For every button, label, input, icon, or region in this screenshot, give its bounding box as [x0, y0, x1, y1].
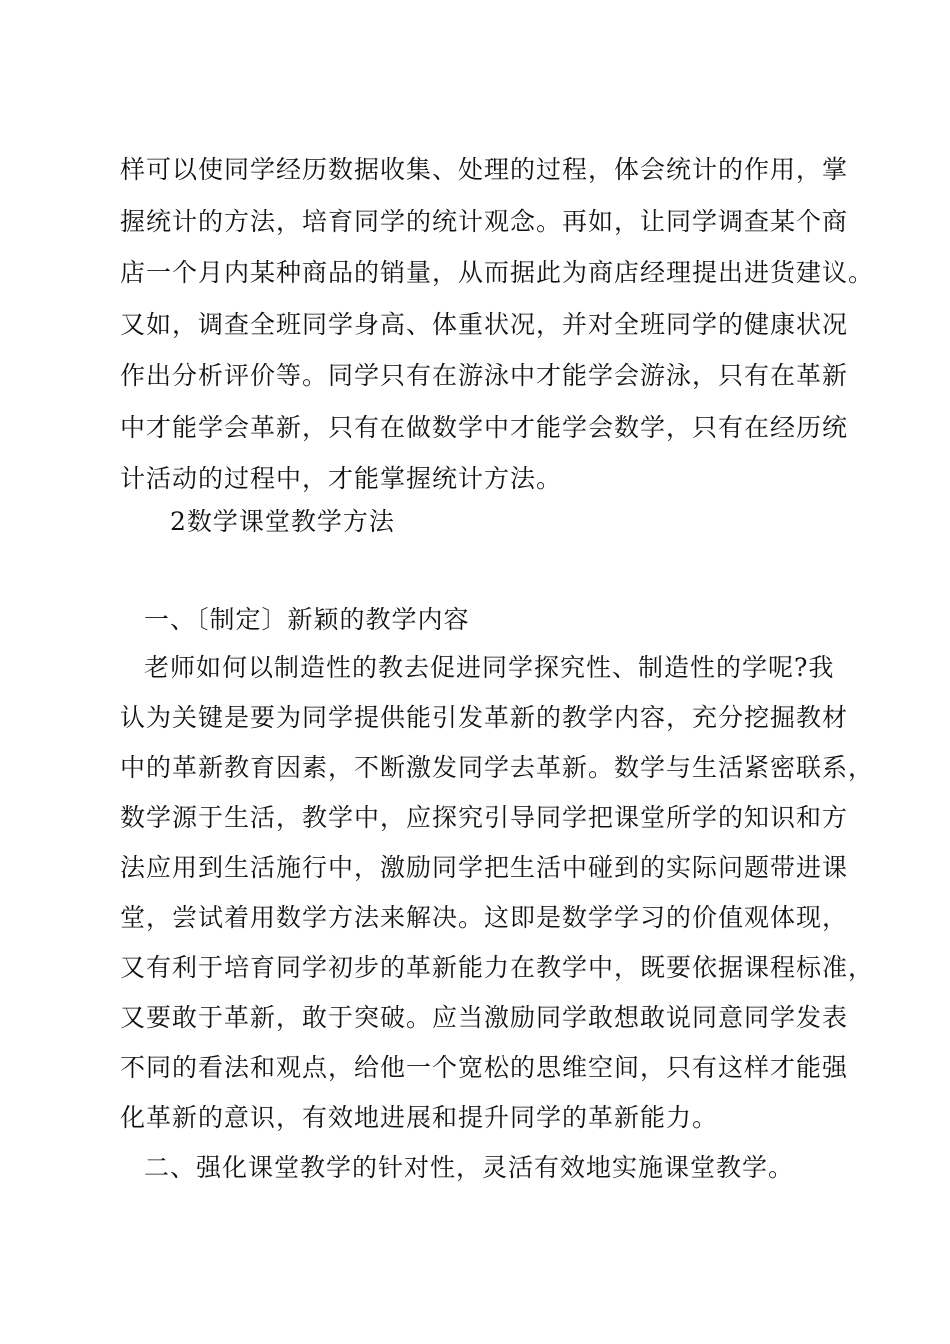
paragraph-line: 不同的看法和观点，给他一个宽松的思维空间，只有这样才能强 [120, 1053, 849, 1082]
subheading-1: 一、〔制定〕新颖的教学内容 [144, 605, 470, 634]
paragraph-line: 堂，尝试着用数学方法来解决。这即是数学学习的价值观体现， [120, 903, 849, 932]
paragraph-line: 老师如何以制造性的教去促进同学探究性、制造性的学呢?我 [144, 653, 835, 682]
paragraph-line: 又如，调查全班同学身高、体重状况，并对全班同学的健康状况 [120, 310, 849, 339]
paragraph-line: 中的革新教育因素，不断激发同学去革新。数学与生活紧密联系， [120, 753, 875, 782]
subheading-2: 二、强化课堂教学的针对性，灵活有效地实施课堂教学。 [144, 1153, 795, 1182]
paragraph-line: 中才能学会革新，只有在做数学中才能学会数学，只有在经历统 [120, 413, 849, 442]
paragraph-line: 计活动的过程中，才能掌握统计方法。 [120, 464, 563, 493]
paragraph-line: 认为关键是要为同学提供能引发革新的教学内容，充分挖掘教材 [120, 703, 849, 732]
paragraph-line: 店一个月内某种商品的销量，从而据此为商店经理提出进货建议。 [120, 258, 875, 287]
paragraph-line: 作出分析评价等。同学只有在游泳中才能学会游泳，只有在革新 [120, 361, 849, 390]
paragraph-line: 数学源于生活，教学中，应探究引导同学把课堂所学的知识和方 [120, 803, 849, 832]
paragraph-line: 又有利于培育同学初步的革新能力在教学中，既要依据课程标准， [120, 953, 875, 982]
section-heading: 2数学课堂教学方法 [170, 507, 395, 536]
paragraph-line: 样可以使同学经历数据收集、处理的过程，体会统计的作用，掌 [120, 155, 849, 184]
paragraph-line: 化革新的意识，有效地进展和提升同学的革新能力。 [120, 1103, 719, 1132]
paragraph-line: 法应用到生活施行中，激励同学把生活中碰到的实际问题带进课 [120, 853, 849, 882]
paragraph-line: 握统计的方法，培育同学的统计观念。再如，让同学调查某个商 [120, 207, 849, 236]
paragraph-line: 又要敢于革新，敢于突破。应当激励同学敢想敢说同意同学发表 [120, 1003, 849, 1032]
